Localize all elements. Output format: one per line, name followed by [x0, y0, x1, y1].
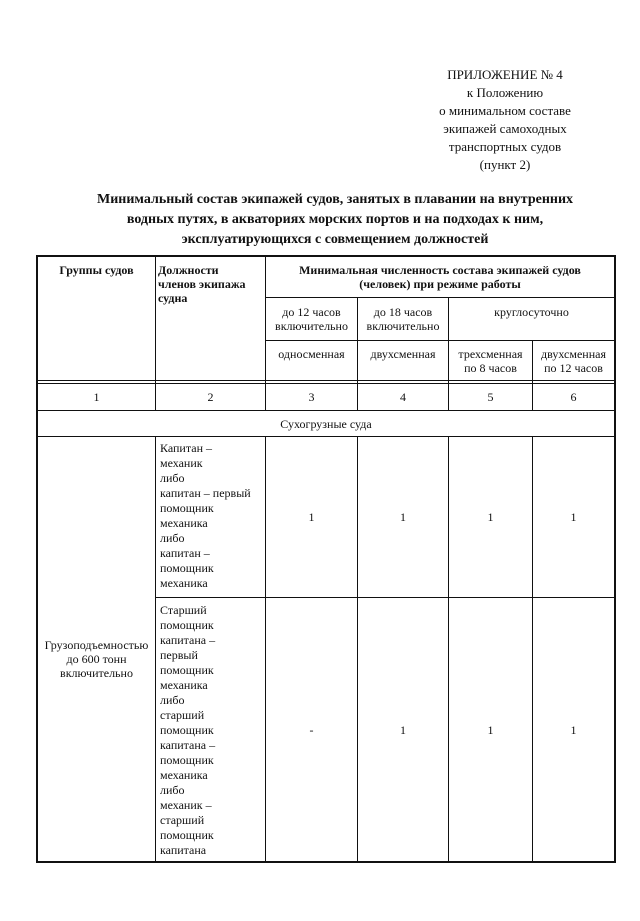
title-line: водных путях, в акваториях морских портов и на подходах к ним, [126, 212, 544, 227]
header-upto-12: до 12 часов включительно [275, 305, 348, 333]
table-row-2-value: - [309, 722, 314, 737]
table-row-1-value: 1 [570, 510, 577, 524]
appendix-line: экипажей самоходных [443, 121, 567, 136]
header-double-shift: двухсменная [370, 347, 436, 361]
column-number: 1 [93, 390, 100, 404]
column-number: 2 [207, 390, 214, 404]
table-row-2-value: 1 [400, 722, 406, 737]
header-upto-18: до 18 часов включительно [366, 305, 440, 333]
appendix-line: о минимальном составе [439, 103, 571, 118]
appendix-block [398, 66, 612, 174]
header-single-shift: односменная [278, 347, 345, 361]
appendix-line: ПРИЛОЖЕНИЕ № 4 [447, 67, 563, 82]
appendix-line: транспортных судов [448, 139, 562, 154]
table-border [614, 255, 616, 863]
column-number: 6 [570, 390, 577, 404]
table-border [36, 861, 616, 863]
table-row-1-value: 1 [400, 510, 406, 524]
table-row-2-value: 1 [570, 722, 577, 737]
title-line: эксплуатирующихся с совмещением должностей [181, 232, 489, 247]
header-positions: Должности членов экипажа судна [158, 263, 246, 305]
table-row-2-value: 1 [487, 722, 494, 737]
appendix-line: к Положению [466, 85, 544, 100]
header-triple-shift: трехсменная по 8 часов [458, 346, 523, 375]
table-rule [36, 380, 616, 381]
header-min-count: Минимальная численность состава экипажей судов (человек) при режиме работы [299, 263, 581, 291]
document-title [60, 190, 610, 250]
group-name: Грузоподъемностью до 600 тонн включительно [44, 638, 149, 680]
appendix-line: (пункт 2) [479, 157, 531, 172]
table-row-1-positions: Капитан – механик либо капитан – первый помощник механика либо капитан – помощник механика [160, 441, 251, 590]
header-round-clock: круглосуточно [494, 305, 569, 319]
table-row-1-value: 1 [308, 510, 315, 524]
column-number: 4 [400, 390, 406, 404]
header-double-shift-12: двухсменная по 12 часов [541, 346, 606, 375]
table-row-1-value: 1 [487, 510, 494, 524]
section-title: Сухогрузные суда [280, 416, 372, 431]
column-number: 3 [308, 390, 315, 404]
header-group: Группы судов [59, 263, 134, 277]
table-row-2-positions: Старший помощник капитана – первый помощник механика либо старший помощник капитана – помощник механика либо механик – старший помощник капитана [160, 603, 216, 857]
title-line: Минимальный состав экипажей судов, занятых в плавании на внутренних [96, 192, 574, 207]
column-number: 5 [487, 390, 494, 404]
